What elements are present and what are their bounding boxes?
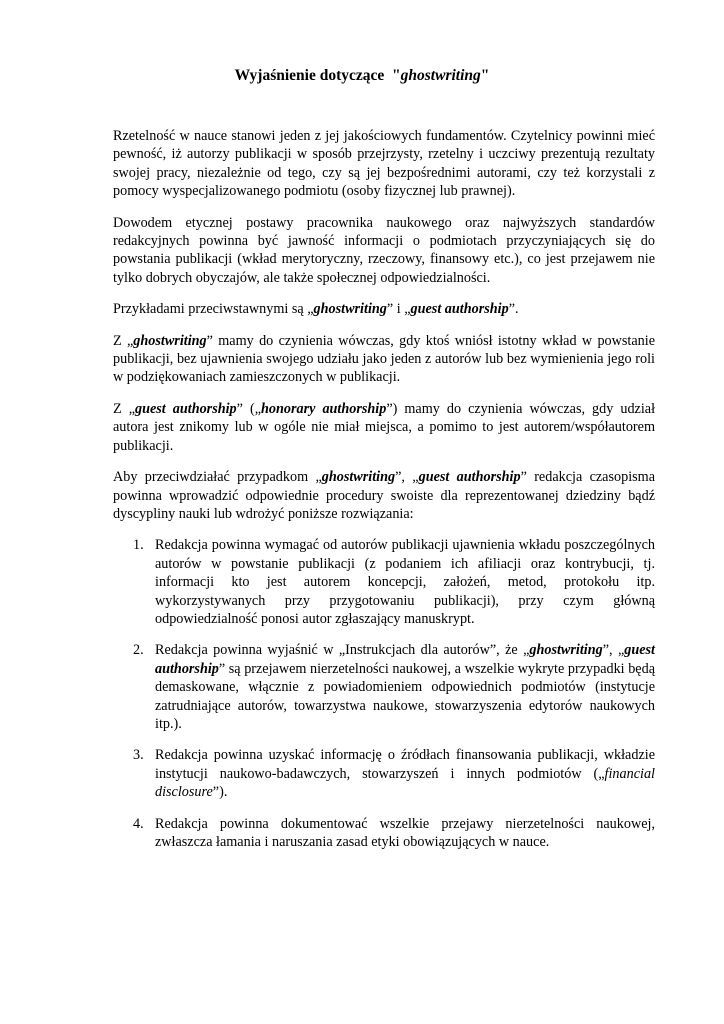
list-item-text: Redakcja powinna wymagać od autorów publikacji ujawnienia wkładu poszczególnych autorów w powstanie publikacji (z podaniem ich afiliacji oraz kontrybucji, tj. informacji kto jest autorem koncepcji, założeń, metod, protokołu itp. wykorzystywanych przy przygotowaniu publikacji), przy czym główną odpowiedzialność ponosi autor zgłaszający manuskrypt. xyxy=(155,537,655,627)
text-segment: ” są przejawem nierzetelności naukowej, a wszelkie wykryte przypadki będą demaskowane, włącznie z powiadomieniem odpowiednich podmiotów (instytucje zatrudniające autorów, towarzystwa naukowe, stowarzyszenia edytorów naukowych itp.). xyxy=(155,660,655,732)
text-segment: ” („ xyxy=(236,400,262,417)
text-segment: ”, „ xyxy=(602,642,625,659)
term-ghostwriting: ghostwriting xyxy=(133,332,207,349)
text-segment: Z „ xyxy=(113,400,135,417)
text-segment: Redakcja powinna wyjaśnić w „Instrukcjach dla autorów”, że „ xyxy=(155,642,530,659)
list-item xyxy=(113,641,655,733)
text-segment: ”). xyxy=(212,784,228,801)
text-segment: ” mamy do czynienia wówczas, gdy ktoś wniósł istotny wkład w powstanie publikacji, bez ujawnienia swojego udziału jako jeden z autorów lub bez wymienienia jego roli w podziękowaniach zamieszczonych w publikacji. xyxy=(113,332,655,386)
list-item xyxy=(113,536,655,628)
text-segment: ”. xyxy=(508,301,519,318)
text-segment: ” redakcja czasopisma powinna wprowadzić odpowiednie procedury swoiste dla reprezentowanej dziedziny bądź dyscypliny nauki lub wdrożyć poniższe rozwiązania: xyxy=(113,469,655,522)
requirements-list xyxy=(113,536,655,851)
title-term: ghostwriting xyxy=(400,67,481,84)
list-item-number: 1. xyxy=(133,537,144,554)
title-quote-open: " xyxy=(392,67,401,84)
list-item-number: 4. xyxy=(133,815,144,832)
list-item xyxy=(113,746,655,801)
term-ghostwriting: ghostwriting xyxy=(321,469,396,486)
document-title xyxy=(0,66,724,86)
paragraph-examples xyxy=(113,300,655,318)
term-guest-authorship: guest authorship xyxy=(155,642,655,677)
text-segment: ”, „ xyxy=(395,469,419,486)
paragraph-guest-authorship-definition xyxy=(113,400,655,455)
document-body xyxy=(113,127,655,864)
term-ghostwriting: ghostwriting xyxy=(313,301,387,318)
term-honorary-authorship: honorary authorship xyxy=(261,400,387,417)
text-segment: Przykładami przeciwstawnymi są „ xyxy=(113,301,314,318)
list-item-text: Redakcja powinna dokumentować wszelkie przejawy nierzetelności naukowej, zwłaszcza łamania i naruszania zasad etyki obowiązujących w nauce. xyxy=(155,815,655,850)
paragraph-transparency: Dowodem etycznej postawy pracownika naukowego oraz najwyższych standardów redakcyjnych powinna być jawność informacji o podmiotach przyczyniających się do powstania publikacji (wkład merytoryczny, rzeczowy, finansowy etc.), co jest przejawem nie tylko dobrych obyczajów, ale także społecznej odpowiedzialności. xyxy=(113,214,655,286)
term-guest-authorship: guest authorship xyxy=(410,301,509,318)
text-segment: Redakcja powinna uzyskać informację o źródłach finansowania publikacji, wkładzie instytucji naukowo-badawczych, stowarzyszeń i innych podmiotów („ xyxy=(155,747,655,782)
paragraph-ghostwriting-definition xyxy=(113,332,655,387)
list-item-number: 3. xyxy=(133,747,144,764)
term-guest-authorship: guest authorship xyxy=(135,400,237,417)
text-segment: Aby przeciwdziałać przypadkom „ xyxy=(113,469,322,486)
term-guest-authorship: guest authorship xyxy=(418,469,521,486)
term-ghostwriting: ghostwriting xyxy=(529,642,603,659)
title-quote-close: " xyxy=(480,67,490,84)
text-segment: ”) mamy do czynienia wówczas, gdy udział autora jest znikomy lub w ogóle nie miał miejsca, a pomimo to jest autorem/współautorem publikacji. xyxy=(113,400,656,454)
text-segment: Z „ xyxy=(113,332,134,349)
paragraph-integrity: Rzetelność w nauce stanowi jeden z jej jakościowych fundamentów. Czytelnicy powinni mieć pewność, iż autorzy publikacji w sposób przejrzysty, rzetelny i uczciwy prezentują rezultaty swojej pracy, niezależnie od tego, czy są jej bezpośrednimi autorami, czy też korzystali z pomocy wyspecjalizowanego podmiotu (osoby fizycznej lub prawnej). xyxy=(113,128,655,200)
title-text: Wyjaśnienie dotyczące xyxy=(234,67,385,84)
list-item-number: 2. xyxy=(133,642,144,659)
paragraph-prevention xyxy=(113,468,655,523)
list-item xyxy=(113,815,655,852)
term-financial-disclosure: financial disclosure xyxy=(155,765,655,801)
text-segment: ” i „ xyxy=(386,301,411,318)
